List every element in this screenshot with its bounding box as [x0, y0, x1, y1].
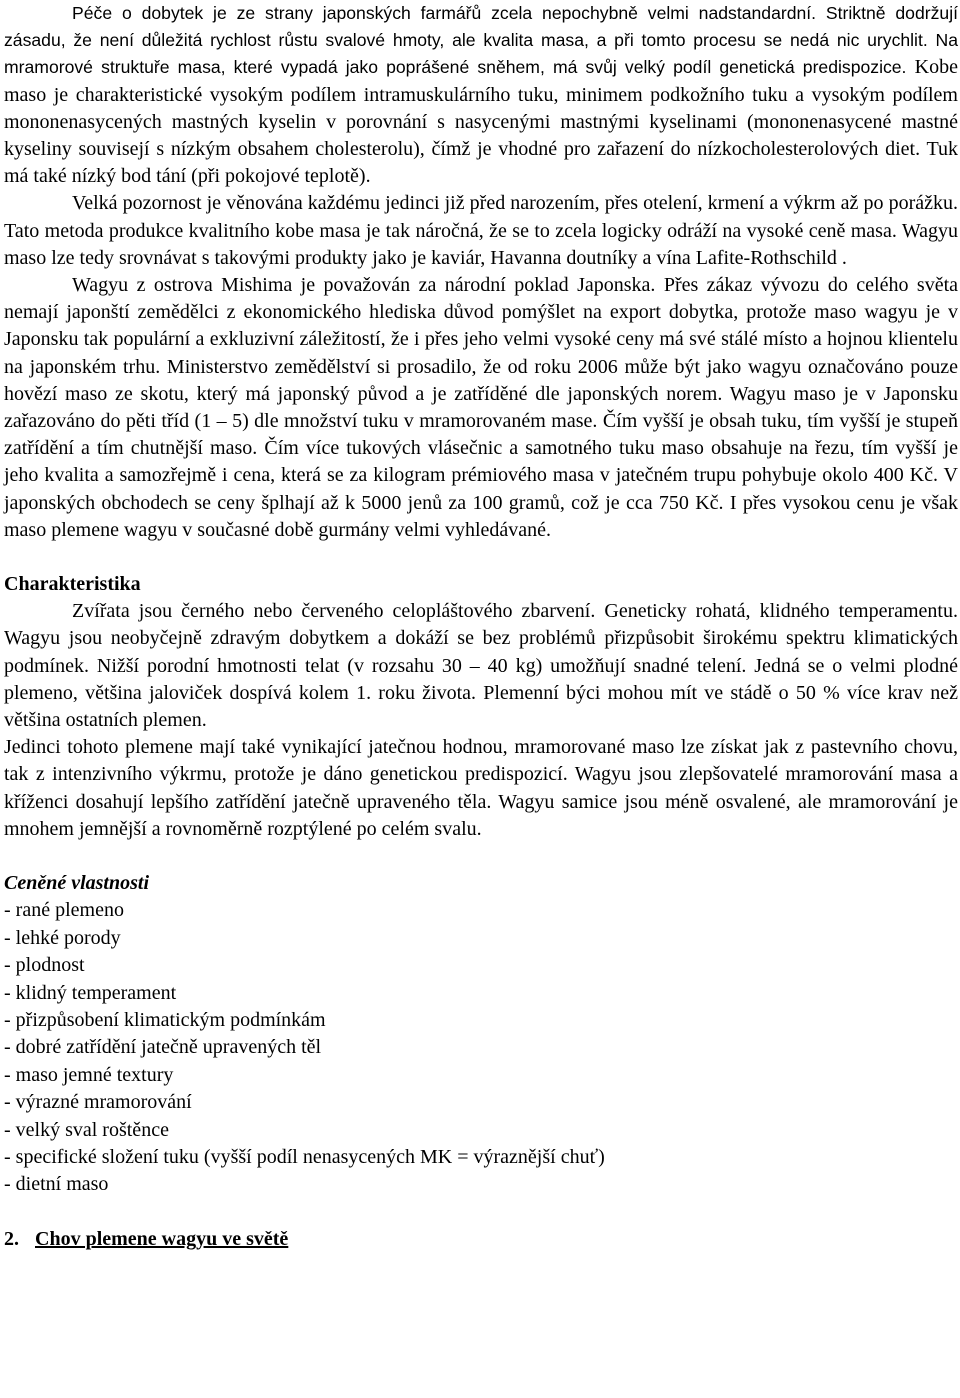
paragraph-carcass: Jedinci tohoto plemene mají také vynikající jatečnou hodnou, mramorované maso lze získat jak z pastevního chovu, tak z intenzivního výkrmu, protože je dáno genetickou predispozicí. Wagyu jsou zlepšovatelé mramorování masa a kříženci dosahují lepšího zatřídění jatečně upraveného těla. Wagyu samice jsou méně osvalené, ale mramorování je mnohem jemnější a rovnoměrně rozptýlené po celém svalu.: [4, 736, 958, 840]
list-item: - rané plemeno: [4, 899, 124, 922]
list-item: - plodnost: [4, 954, 85, 977]
list-item: - velký sval roštěnce: [4, 1118, 169, 1141]
chapter-heading: [4, 1226, 958, 1253]
paragraph-mishima: Wagyu z ostrova Mishima je považován za národní poklad Japonska. Přes zákaz vývozu do celého světa nemají japonští zemědělci z ekonomického hlediska důvod pomýšlet na export dobytka, protože maso wagyu je v Japonsku tak populární a exkluzivní záležitostí, že i přes jeho velmi vysoké ceny má své stálé místo a hojnou klientelu na japonském trhu. Ministerstvo zemědělství si prosadilo, že od roku 2006 může být jako wagyu označováno pouze hovězí maso ze skotu, který má japonský původ a je zatříděné dle japonských norem. Wagyu maso je v Japonsku zařazováno do pěti tříd (1 – 5) dle množství tuku v mramorovaném mase. Čím vyšší je obsah tuku, tím vyšší je stupeň zatřídění a tím chutnější maso. Čím více tukových vlásečnic a samotného tuku maso obsahuje na řezu, tím vyšší je jeho kvalita a samozřejmě i cena, která se za kilogram prémiového masa v jatečném trupu pohybuje okolo 400 Kč. V japonských obchodech se ceny šplhají až k 5000 jenů za 100 gramů, což je cca 750 Kč. I přes vysokou cenu je však maso plemene wagyu v současné době gurmány velmi vyhledávané.: [4, 274, 958, 541]
valued-traits-list: [4, 897, 958, 1198]
paragraph-farm-care-sans: Péče o dobytek je ze strany japonských farmářů zcela nepochybně velmi nadstandardní. Striktně dodržují zásadu, že není důležitá rychlost růstu svalové hmoty, ale kvalita masa, a při tomto procesu se nedá nic urychlit. Na mramorové struktuře masa, které vypadá jako poprášené sněhem, má svůj velký podíl genetická predispozice.: [4, 3, 958, 78]
paragraph-farm-care: [4, 0, 958, 190]
paragraph-attention: Velká pozornost je věnována každému jedinci již před narozením, přes otelení, krmení a výkrm až po porážku. Tato metoda produkce kvalitního kobe masa je tak náročná, že se to zcela logicky odráží na vysoké ceně masa. Wagyu maso lze tedy srovnávat s takovými produkty jako je kaviár, Havanna doutníky a vína Lafite-Rothschild .: [4, 192, 958, 269]
chapter-title: Chov plemene wagyu ve světě: [35, 1227, 289, 1250]
list-item: - lehké porody: [4, 926, 121, 949]
document-page: [4, 0, 958, 1253]
list-item: - výrazné mramorování: [4, 1091, 192, 1114]
heading-cenene-vlastnosti: Ceněné vlastnosti: [4, 872, 150, 895]
paragraph-kobe-fat: Kobe maso je charakteristické vysokým podílem intramuskulárního tuku, minimem podkožního tuku a vysokým podílem mononenasycených mastných kyselin v porovnání s nasycenými mastnými kyselinami (mononenasycené mastné kyseliny souvisejí s nízkým obsahem cholesterolu), čímž je vhodné pro zařazení do nízkocholesterolových diet. Tuk má také nízký bod tání (při pokojové teplotě).: [4, 56, 958, 188]
paragraph-characteristics: Zvířata jsou černého nebo červeného celopláštového zbarvení. Geneticky rohatá, klidného temperamentu. Wagyu jsou neobyčejně zdravým dobytkem a dokáží se bez problémů přizpůsobit širokému spektru klimatických podmínek. Nižší porodní hmotnosti telat (v rozsahu 30 – 40 kg) umožňují snadné telení. Jedná se o velmi plodné plemeno, většina jaloviček dospívá kolem 1. roku života. Plemenní býci mohou mít ve stádě o 50 % více krav než většina ostatních plemen.: [4, 600, 958, 732]
heading-charakteristika: Charakteristika: [4, 573, 141, 596]
list-item: - přizpůsobení klimatickým podmínkám: [4, 1008, 326, 1031]
list-item: - dobré zatřídění jatečně upravených těl: [4, 1036, 322, 1059]
chapter-number: 2.: [4, 1227, 19, 1250]
list-item: - specifické složení tuku (vyšší podíl nenasycených MK = výraznější chuť): [4, 1145, 605, 1168]
list-item: - dietní maso: [4, 1173, 109, 1196]
list-item: - maso jemné textury: [4, 1063, 174, 1086]
list-item: - klidný temperament: [4, 981, 177, 1004]
